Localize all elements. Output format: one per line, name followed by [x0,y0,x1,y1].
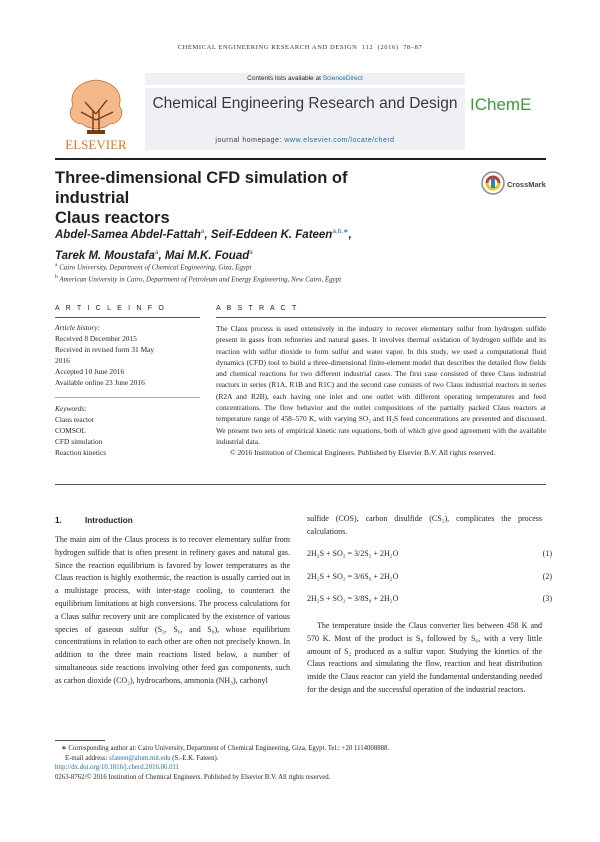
elsevier-tree-icon [57,74,135,154]
keywords-rule [55,397,200,398]
email-line [55,754,546,764]
intro-right-column-top [307,513,542,539]
intro-paragraph: The main aim of the Claus process is to recover elementary sulfur from hydrogen sulfide that is often present in refinery gases and natural gas. Since the reaction equilibrium is favored by lower temperatures as the Claus reaction is highly exothermic, the reaction is usually carried out in a multistage process, with inter-stage cooling, to counteract the equilibrium limitations at high conversions. The process calculations for a Claus sulfur recovery unit are complicated by the existence of various species of gaseous sulfur (S₂, S₆, and S₈), whose equilibrium concentrations in relation to each other are often not precisely known. In addition to the three main reactions listed below, a number of simultaneous side reactions involving other feed gas components, such as carbon dioxide (CO₂), hydrocarbons, ammonia (NH₃), carbonyl [55,535,290,685]
equation-number: (3) [542,594,552,603]
intro-paragraph: The temperature inside the Claus converter lies between 458 K and 570 K. Most of the product is S₈ followed by S₆, with a very little amount of S₂ produced as a sulfur vapor. Studying the kinetics of the Claus reactions and simulating the flow, reaction and heat distribution inside the Claus reactor can yield the fundamental understanding needed for the design and the successful operation of the industrial reactors. [307,621,542,694]
email-label: E-mail address: [65,754,108,762]
equation-expr: 2H₂S + SO₂ = 3/6S₆ + 2H₂O [307,572,399,581]
doi-link[interactable]: http://dx.doi.org/10.1016/j.cherd.2016.06.011 [55,764,180,771]
author-2[interactable]: Seif-Eddeen K. Fateen$^{a,b,∗}$ [210,228,349,241]
masthead-rule [55,158,546,160]
affiliation-b: $^b$ American University in Cairo, Department of Petroleum and Energy Engineering, New Cairo, Egypt [55,274,342,284]
author-list: Abdel-Samea Abdel-Fattah$^a$, Seif-Eddeen K. Fateen$^{a,b,∗}$, Tarek M. Moustafa$^a$, Mai M.K. Fouad$^a$ [55,228,352,262]
keyword-item: Reaction kinetics [55,448,107,457]
intro-left-column [55,534,290,688]
running-head-journal: CHEMICAL ENGINEERING RESEARCH AND DESIGN [177,44,358,51]
equation-number: (1) [542,549,552,558]
icheme-logo-icon [470,93,548,115]
crossmark-badge[interactable] [480,170,550,200]
history-item: Accepted 10 June 2016 [55,367,125,376]
section-heading-introduction [55,516,133,525]
running-head-year: (2016) [377,44,399,51]
homepage-label: journal homepage: [215,137,282,144]
equation-1 [307,549,552,558]
abstract-bottom-rule [55,484,546,485]
history-item: Received in revised form 31 May [55,345,155,354]
email-suffix: (S.-E.K. Fateen). [172,754,219,762]
journal-title: Chemical Engineering Research and Design [152,95,458,112]
equation-expr: 2H₂S + SO₂ = 3/2S₂ + 2H₂O [307,549,399,558]
history-label: Article history: [55,323,100,332]
section-number: 1. [55,516,62,525]
section-title: Introduction [85,516,133,525]
article-history [55,322,200,388]
abstract-label: A B S T R A C T [216,305,299,312]
footnote-corresponding [55,744,546,782]
keyword-item: Claus reactor [55,415,95,424]
contents-line [145,73,465,85]
email-link[interactable]: sfateen@alum.mit.edu [109,754,171,762]
article-info-label: A R T I C L E I N F O [55,305,167,312]
intro-right-column-bottom [307,620,542,697]
equation-2 [307,572,552,581]
history-item: 2016 [55,356,70,365]
equation-expr: 2H₂S + SO₂ = 3/8S₈ + 2H₂O [307,594,399,603]
paper-title-line-2: Claus reactors [55,209,170,227]
elsevier-wordmark: ELSEVIER [65,137,127,152]
abstract-copyright: © 2016 Institution of Chemical Engineers. Published by Elsevier B.V. All rights reserved. [230,448,496,458]
intro-paragraph: sulfide (COS), carbon disulfide (CS₂), complicates the process calculations. [307,514,542,536]
equation-3 [307,594,552,603]
keyword-item: CFD simulation [55,437,103,446]
issn-line: 0263-8762/© 2016 Institution of Chemical Engineers. Published by Elsevier B.V. All rights reserved. [55,773,331,781]
sciencedirect-link[interactable]: ScienceDirect [322,75,363,82]
running-head-pages: 78–87 [403,44,423,51]
keywords-label: Keywords: [55,404,87,413]
history-item: Received 8 December 2015 [55,334,137,343]
article-info-rule [55,317,200,318]
abstract-body [216,323,546,459]
elsevier-logo [57,74,135,154]
paper-title-line-1: Three-dimensional CFD simulation of industrial [55,169,348,207]
keyword-item: COMSOL [55,426,86,435]
equation-number: (2) [542,572,552,581]
icheme-logo [470,93,548,115]
author-4[interactable]: Mai M.K. Fouad$^a$ [164,248,253,262]
crossmark-label: CrossMark [507,180,546,189]
abstract-rule [216,317,546,318]
keywords [55,403,200,458]
author-1[interactable]: Abdel-Samea Abdel-Fattah$^a$ [55,228,205,241]
journal-homepage [145,137,465,144]
icheme-wordmark: IChemE [470,95,532,114]
corresponding-author-note: ∗ Corresponding author at: Cairo University, Department of Chemical Engineering, Giza, Egypt. Tel.: +20 1114008888. [61,745,390,752]
footnote-rule [55,740,105,741]
crossmark-icon [480,170,550,200]
paper-title [55,168,415,228]
homepage-url[interactable]: www.elsevier.com/locate/cherd [284,137,395,144]
running-head [0,44,600,51]
running-head-volume: 112 [361,44,374,51]
author-3[interactable]: Tarek M. Moustafa$^a$ [55,248,159,262]
affiliation-a: $^a$ Cairo University, Department of Chemical Engineering, Giza, Egypt [55,262,252,272]
history-item: Available online 23 June 2016 [55,378,145,387]
contents-prefix: Contents lists available at [247,75,321,82]
abstract-paragraph: The Claus process is used extensively in the industry to recover elementary sulfur from hydrogen sulfide present in gases from refineries and natural gases. It involves thermal oxidation of hydrogen sulfide and its reaction with sulfur dioxide to form sulfur and water vapor. In this study, we used a computational fluid dynamics (CFD) tool to build a three-dimensional finite-element model that describes the detailed flow fields and chemical reactions for two different industrial cases. The first case consisted of three Claus industrial reactors in series (R1A, R1B and R1C) and the second case consists of two Claus industrial reactors in series (R2A and R2B), each having one inlet and one outlet with different operating temperatures and feed concentrations. The flow behavior and the outlet compositions of the partially packed Claus reactors at temperature range of 458–570 K, with varying SO₂ and H₂S feed concentrations are presented and discussed. We present two sets of empirical kinetic rate equations, both of which give good agreement with the available industrial data. [216,324,546,446]
